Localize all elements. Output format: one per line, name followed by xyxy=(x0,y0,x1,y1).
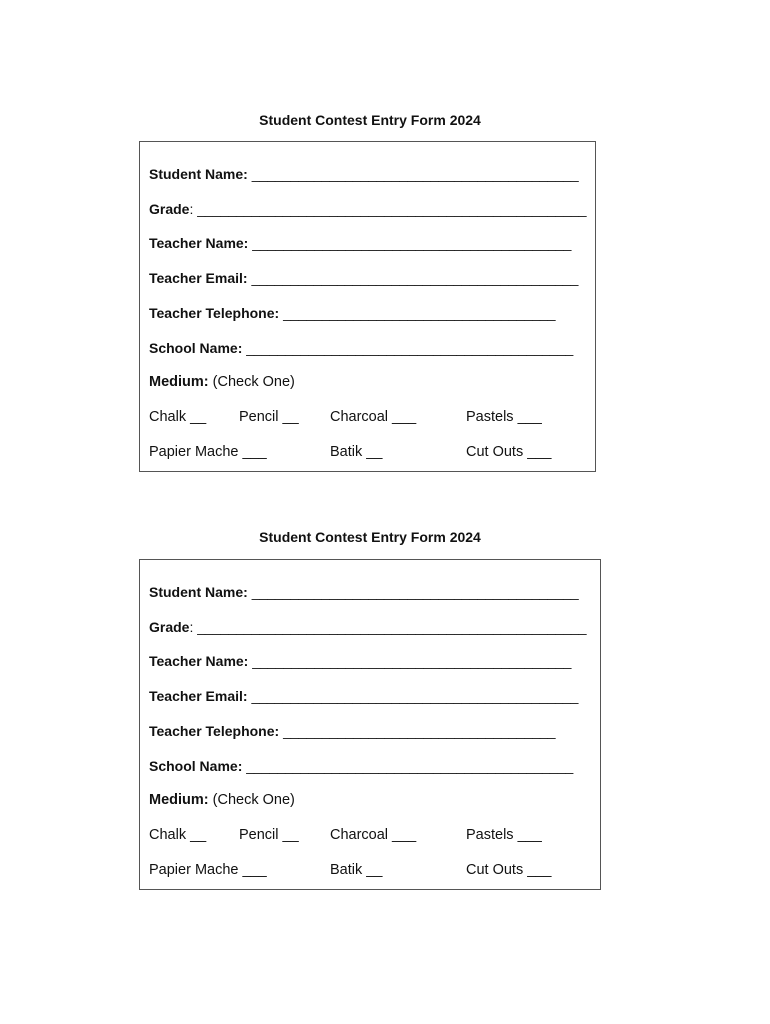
school-name-label: School Name: xyxy=(149,758,243,774)
school-name-label: School Name: xyxy=(149,340,243,356)
teacher-telephone-label: Teacher Telephone: xyxy=(149,305,280,321)
student-name-label: Student Name: xyxy=(149,166,248,182)
teacher-telephone-line: ___________________________________ xyxy=(283,305,556,321)
teacher-telephone-field[interactable] xyxy=(149,723,556,739)
student-name-line: __________________________________________ xyxy=(251,584,579,600)
form-title: Student Contest Entry Form 2024 xyxy=(259,112,481,128)
option-batik[interactable]: Batik __ xyxy=(330,862,383,878)
grade-line: : __________________________________________________ xyxy=(189,201,587,217)
form-title: Student Contest Entry Form 2024 xyxy=(259,529,481,545)
medium-note: (Check One) xyxy=(212,792,295,808)
option-chalk[interactable]: Chalk __ xyxy=(149,409,207,425)
teacher-email-label: Teacher Email: xyxy=(149,270,248,286)
student-name-field[interactable] xyxy=(149,584,579,600)
student-name-field[interactable] xyxy=(149,166,579,182)
teacher-telephone-label: Teacher Telephone: xyxy=(149,723,280,739)
teacher-name-label: Teacher Name: xyxy=(149,235,249,251)
grade-field[interactable] xyxy=(149,619,587,635)
option-cut-outs[interactable]: Cut Outs ___ xyxy=(466,444,552,460)
grade-label: Grade xyxy=(149,619,190,635)
teacher-name-field[interactable] xyxy=(149,235,571,251)
grade-label: Grade xyxy=(149,201,190,217)
student-name-label: Student Name: xyxy=(149,584,248,600)
student-name-line: __________________________________________ xyxy=(251,166,579,182)
medium-label: Medium: xyxy=(149,792,209,808)
option-cut-outs[interactable]: Cut Outs ___ xyxy=(466,862,552,878)
option-pastels[interactable]: Pastels ___ xyxy=(466,827,542,843)
medium-heading xyxy=(149,792,295,808)
option-papier-mache[interactable]: Papier Mache ___ xyxy=(149,444,267,460)
teacher-email-label: Teacher Email: xyxy=(149,688,248,704)
medium-heading xyxy=(149,374,295,390)
school-name-field[interactable] xyxy=(149,340,573,356)
medium-label: Medium: xyxy=(149,374,209,390)
option-papier-mache[interactable]: Papier Mache ___ xyxy=(149,862,267,878)
entry-form-box xyxy=(139,559,601,890)
teacher-email-field[interactable] xyxy=(149,688,578,704)
option-chalk[interactable]: Chalk __ xyxy=(149,827,207,843)
grade-line: : __________________________________________________ xyxy=(189,619,587,635)
entry-form-box xyxy=(139,141,596,472)
teacher-name-label: Teacher Name: xyxy=(149,653,249,669)
teacher-telephone-field[interactable] xyxy=(149,305,556,321)
school-name-line: __________________________________________ xyxy=(246,340,574,356)
teacher-name-field[interactable] xyxy=(149,653,571,669)
medium-note: (Check One) xyxy=(212,374,295,390)
teacher-email-line: __________________________________________ xyxy=(251,270,579,286)
school-name-line: __________________________________________ xyxy=(246,758,574,774)
option-pencil[interactable]: Pencil __ xyxy=(239,827,299,843)
teacher-email-field[interactable] xyxy=(149,270,578,286)
teacher-telephone-line: ___________________________________ xyxy=(283,723,556,739)
option-pencil[interactable]: Pencil __ xyxy=(239,409,299,425)
option-pastels[interactable]: Pastels ___ xyxy=(466,409,542,425)
option-charcoal[interactable]: Charcoal ___ xyxy=(330,409,417,425)
school-name-field[interactable] xyxy=(149,758,573,774)
teacher-name-line: _________________________________________ xyxy=(252,653,572,669)
teacher-name-line: _________________________________________ xyxy=(252,235,572,251)
option-batik[interactable]: Batik __ xyxy=(330,444,383,460)
grade-field[interactable] xyxy=(149,201,587,217)
teacher-email-line: __________________________________________ xyxy=(251,688,579,704)
option-charcoal[interactable]: Charcoal ___ xyxy=(330,827,417,843)
